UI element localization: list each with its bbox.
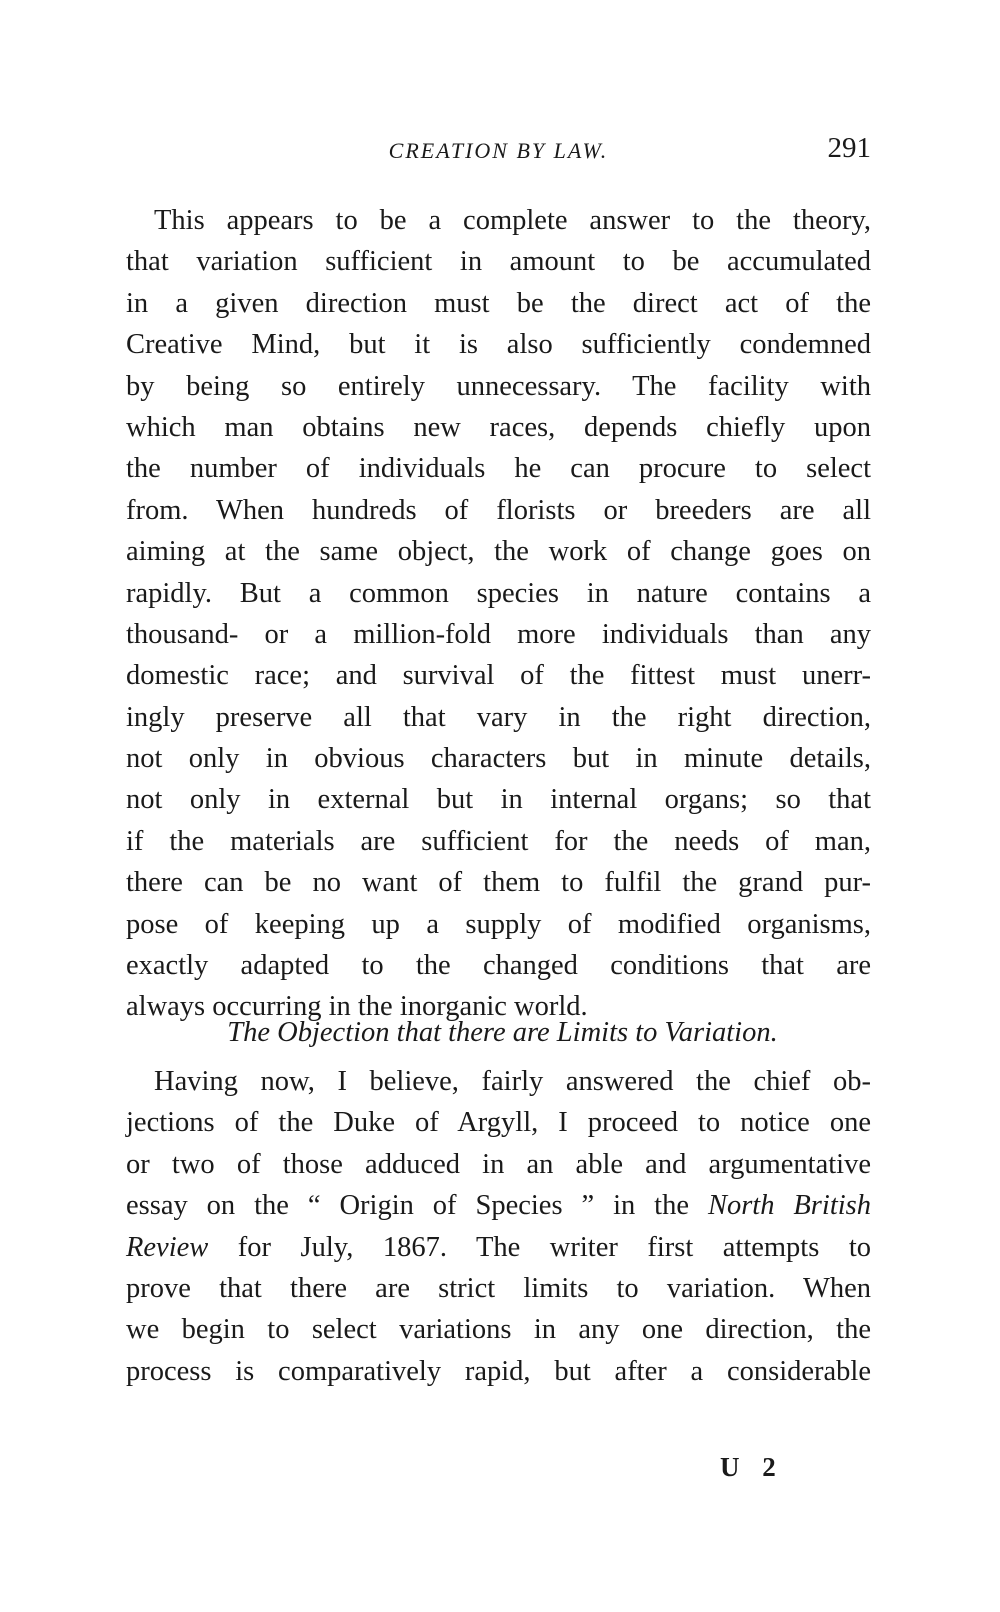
text-line: ingly preserve all that vary in the right direction, — [126, 701, 871, 733]
text-line: Creative Mind, but it is also sufficiently condemned — [126, 329, 871, 361]
paragraph-1 — [126, 200, 871, 1028]
text-line: not only in obvious characters but in minute details, — [126, 743, 871, 775]
section-heading — [126, 1013, 871, 1053]
text-line — [126, 1227, 871, 1268]
text-line: process is comparatively rapid, but after a considerable — [126, 1355, 871, 1387]
text-line: exactly adapted to the changed conditions that are — [126, 950, 871, 982]
running-head — [126, 132, 871, 172]
text-line: or two of those adduced in an able and argumentative — [126, 1148, 871, 1180]
text-line: aiming at the same object, the work of change goes on — [126, 536, 871, 568]
text-line-segment: for July, 1867. The writer first attempts to — [208, 1231, 871, 1263]
signature-mark: U 2 — [720, 1452, 784, 1482]
journal-title-italic: North British — [707, 1190, 871, 1222]
text-line: pose of keeping up a supply of modified organisms, — [126, 908, 871, 940]
text-line: that variation sufficient in amount to be accumulated — [126, 246, 871, 278]
journal-title-italic: Review — [126, 1231, 209, 1263]
text-line: from. When hundreds of florists or breeders are all — [126, 494, 871, 526]
text-line: domestic race; and survival of the fittest must unerr- — [126, 660, 871, 692]
text-line: rapidly. But a common species in nature contains a — [126, 577, 871, 609]
text-line: not only in external but in internal organs; so that — [126, 784, 871, 816]
text-line: if the materials are sufficient for the needs of man, — [126, 825, 871, 857]
text-line: always occurring in the inorganic world. — [126, 991, 588, 1023]
section-heading-text: The Objection that there are Limits to Variation. — [227, 1017, 778, 1048]
text-line: This appears to be a complete answer to the theory, — [154, 205, 871, 236]
running-title: CREATION BY LAW. — [388, 138, 609, 163]
text-line-segment: essay on the “ Origin of Species ” in the — [126, 1190, 708, 1222]
text-line: in a given direction must be the direct act of the — [126, 287, 871, 319]
text-line: prove that there are strict limits to variation. When — [126, 1272, 871, 1304]
text-line: thousand- or a million-fold more individuals than any — [126, 618, 871, 650]
text-line: Having now, I believe, fairly answered the chief ob- — [154, 1066, 871, 1097]
page-number: 291 — [827, 132, 871, 164]
text-line — [126, 1185, 871, 1226]
text-line: the number of individuals he can procure to select — [126, 453, 871, 485]
text-line: by being so entirely unnecessary. The facility with — [126, 370, 871, 402]
paragraph-2 — [126, 1061, 871, 1392]
text-line: there can be no want of them to fulfil the grand pur- — [126, 867, 871, 899]
text-line: jections of the Duke of Argyll, I proceed to notice one — [126, 1107, 871, 1139]
text-line: we begin to select variations in any one direction, the — [126, 1314, 871, 1346]
text-line: which man obtains new races, depends chiefly upon — [126, 411, 871, 443]
